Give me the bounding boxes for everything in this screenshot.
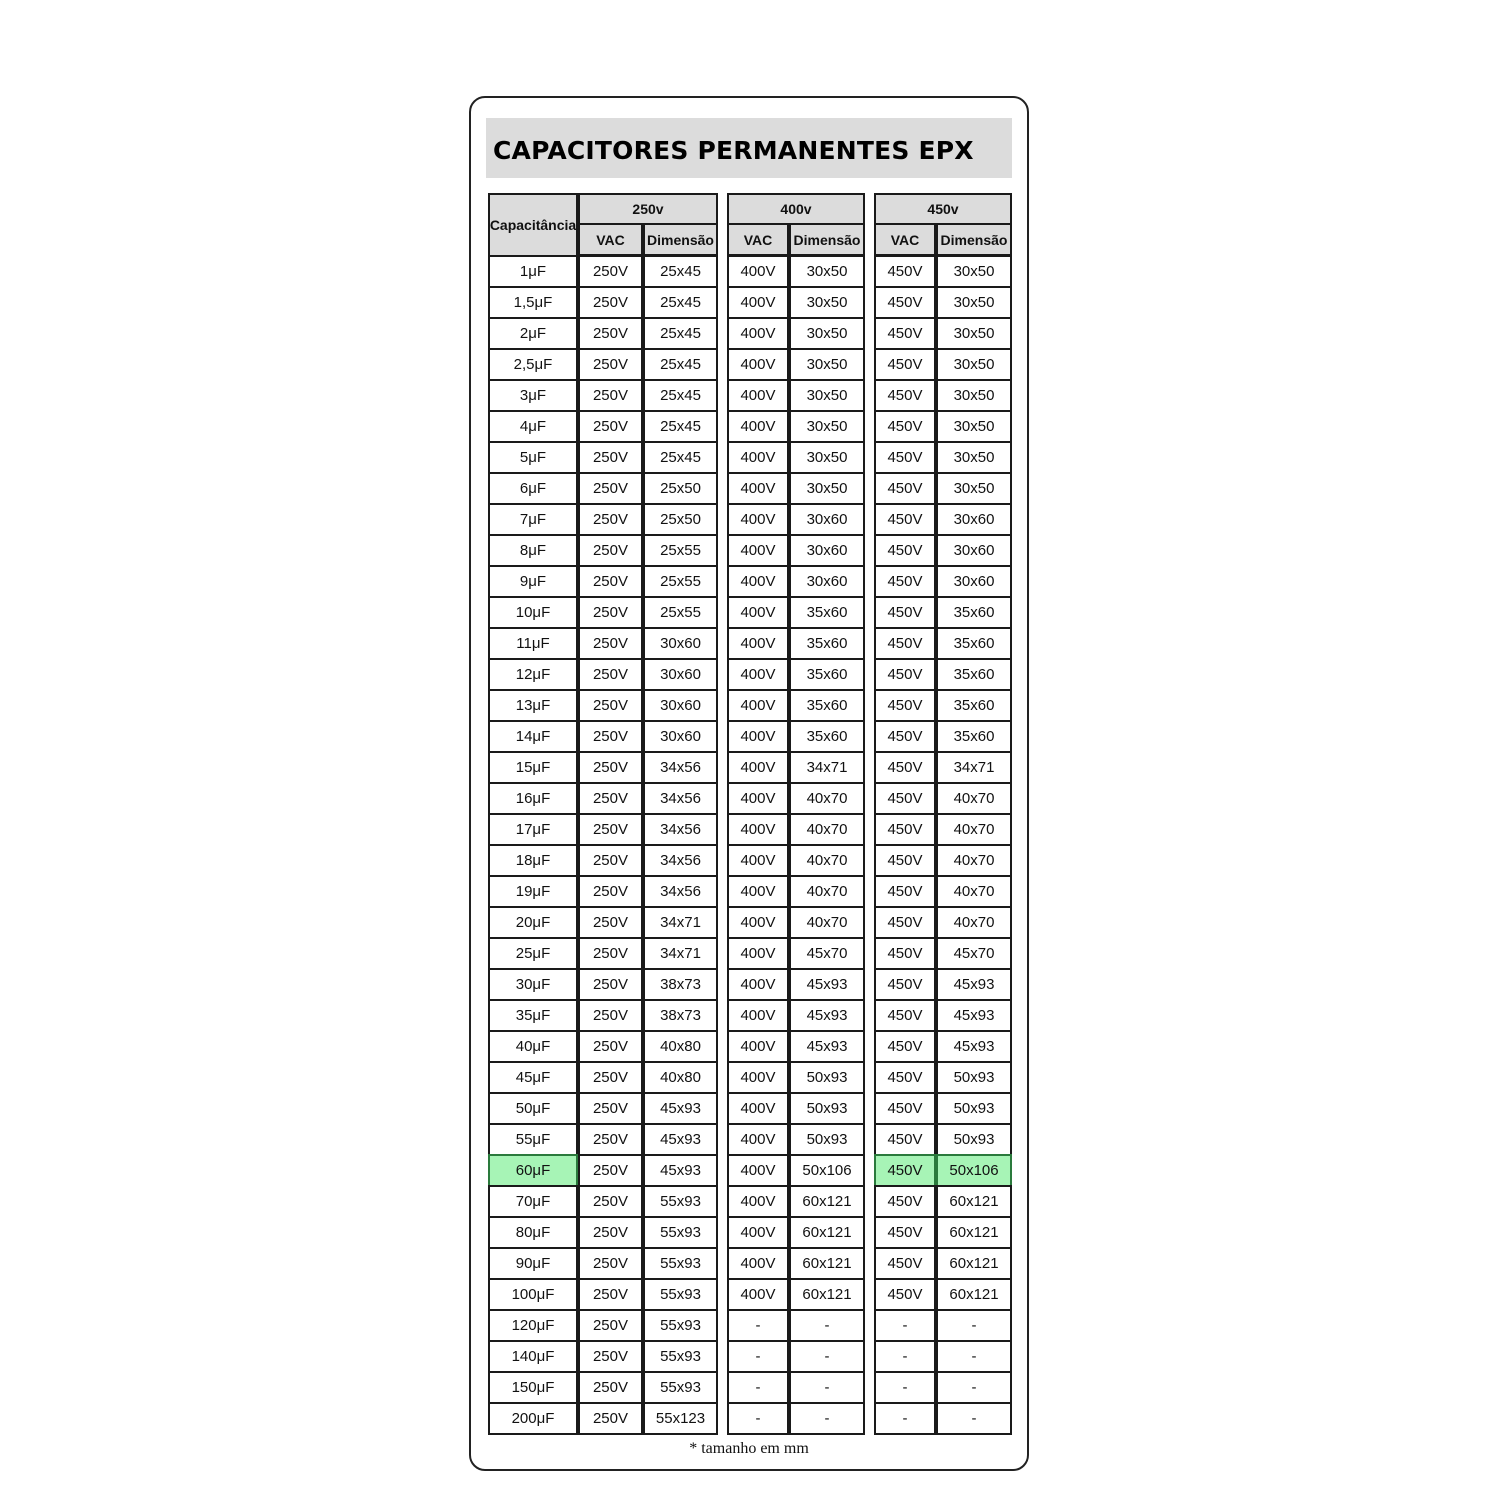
vac-cell: 450V xyxy=(874,906,936,939)
dimension-cell: 60x121 xyxy=(936,1216,1012,1249)
dimension-cell: 34x71 xyxy=(643,906,718,939)
vac-cell: 450V xyxy=(874,937,936,970)
vac-cell: 450V xyxy=(874,503,936,536)
vac-cell: 400V xyxy=(727,1154,789,1187)
vac-cell: 250V xyxy=(578,1030,643,1063)
vac-cell: 450V xyxy=(874,1278,936,1311)
vac-cell: 400V xyxy=(727,813,789,846)
capacitance-cell: 12μF xyxy=(488,658,578,691)
vac-cell: - xyxy=(727,1371,789,1404)
capacitance-cell: 4μF xyxy=(488,410,578,443)
dimension-cell: 35x60 xyxy=(936,596,1012,629)
dimension-cell: 30x50 xyxy=(936,317,1012,350)
vac-cell: 400V xyxy=(727,1061,789,1094)
dimension-cell: 40x80 xyxy=(643,1030,718,1063)
dimension-cell: 35x60 xyxy=(936,689,1012,722)
vac-cell: 400V xyxy=(727,999,789,1032)
dimension-cell: 25x50 xyxy=(643,472,718,505)
dimension-cell: 34x56 xyxy=(643,782,718,815)
dimension-cell: 55x93 xyxy=(643,1185,718,1218)
dimension-cell: 40x70 xyxy=(936,875,1012,908)
vac-cell: 450V xyxy=(874,1030,936,1063)
dimension-cell: 50x106 xyxy=(936,1154,1012,1187)
capacitance-cell: 200μF xyxy=(488,1402,578,1435)
dimension-cell: 60x121 xyxy=(936,1278,1012,1311)
dimension-cell: 35x60 xyxy=(789,627,865,660)
dimension-cell: 25x55 xyxy=(643,534,718,567)
dimension-cell: 30x50 xyxy=(789,255,865,288)
vac-cell: 250V xyxy=(578,937,643,970)
vac-cell: 450V xyxy=(874,844,936,877)
dimension-cell: 40x70 xyxy=(789,782,865,815)
dimension-cell: 50x106 xyxy=(789,1154,865,1187)
vac-cell: 250V xyxy=(578,689,643,722)
capacitance-cell: 15μF xyxy=(488,751,578,784)
capacitance-cell: 140μF xyxy=(488,1340,578,1373)
dimension-cell: 34x71 xyxy=(643,937,718,970)
vac-cell: 250V xyxy=(578,286,643,319)
dimension-cell: 25x45 xyxy=(643,441,718,474)
vac-header: VAC xyxy=(727,223,789,256)
vac-cell: - xyxy=(727,1402,789,1435)
vac-cell: 400V xyxy=(727,1123,789,1156)
dimension-cell: 25x50 xyxy=(643,503,718,536)
vac-cell: 250V xyxy=(578,782,643,815)
vac-cell: 250V xyxy=(578,1185,643,1218)
capacitance-cell: 120μF xyxy=(488,1309,578,1342)
capacitance-cell: 11μF xyxy=(488,627,578,660)
vac-cell: 250V xyxy=(578,441,643,474)
dimension-cell: 30x50 xyxy=(936,410,1012,443)
vac-cell: 450V xyxy=(874,658,936,691)
dimension-cell: 30x50 xyxy=(789,472,865,505)
capacitance-cell: 40μF xyxy=(488,1030,578,1063)
vac-cell: 450V xyxy=(874,472,936,505)
dimension-cell: 34x56 xyxy=(643,875,718,908)
vac-header: VAC xyxy=(874,223,936,256)
vac-cell: 450V xyxy=(874,596,936,629)
vac-cell: 250V xyxy=(578,627,643,660)
vac-cell: 250V xyxy=(578,875,643,908)
dimension-cell: 40x70 xyxy=(789,813,865,846)
dimension-cell: 60x121 xyxy=(789,1185,865,1218)
dimension-cell: 25x55 xyxy=(643,596,718,629)
dimension-cell: 45x93 xyxy=(789,999,865,1032)
vac-cell: 250V xyxy=(578,1061,643,1094)
dimension-cell: 40x70 xyxy=(936,844,1012,877)
vac-cell: 400V xyxy=(727,348,789,381)
vac-cell: 450V xyxy=(874,627,936,660)
dimension-cell: 30x60 xyxy=(643,689,718,722)
dimension-cell: - xyxy=(789,1402,865,1435)
vac-cell: 400V xyxy=(727,565,789,598)
dimension-cell: 30x60 xyxy=(643,658,718,691)
dimension-cell: 45x93 xyxy=(936,1030,1012,1063)
capacitance-cell: 2μF xyxy=(488,317,578,350)
vac-cell: 250V xyxy=(578,720,643,753)
capacitance-cell: 5μF xyxy=(488,441,578,474)
vac-cell: 400V xyxy=(727,627,789,660)
dimension-cell: 34x56 xyxy=(643,751,718,784)
vac-cell: 400V xyxy=(727,751,789,784)
dimension-cell: 30x50 xyxy=(789,441,865,474)
capacitance-cell: 19μF xyxy=(488,875,578,908)
vac-cell: - xyxy=(874,1309,936,1342)
vac-cell: 250V xyxy=(578,1123,643,1156)
vac-cell: 250V xyxy=(578,968,643,1001)
vac-cell: 250V xyxy=(578,658,643,691)
vac-cell: 450V xyxy=(874,751,936,784)
dimension-cell: 30x60 xyxy=(789,503,865,536)
dimension-cell: 30x60 xyxy=(936,503,1012,536)
capacitance-cell: 1μF xyxy=(488,255,578,288)
vac-cell: 400V xyxy=(727,534,789,567)
dimension-cell: 50x93 xyxy=(789,1092,865,1125)
dimension-cell: 34x56 xyxy=(643,813,718,846)
vac-cell: 450V xyxy=(874,441,936,474)
dimension-cell: 35x60 xyxy=(789,720,865,753)
dimension-cell: 50x93 xyxy=(936,1061,1012,1094)
vac-cell: 400V xyxy=(727,410,789,443)
vac-cell: 250V xyxy=(578,906,643,939)
capacitance-cell: 150μF xyxy=(488,1371,578,1404)
dimension-cell: 45x93 xyxy=(643,1092,718,1125)
vac-cell: 450V xyxy=(874,689,936,722)
dimension-cell: 55x93 xyxy=(643,1340,718,1373)
dimension-cell: 40x70 xyxy=(936,782,1012,815)
vac-cell: 450V xyxy=(874,782,936,815)
capacitance-cell: 60μF xyxy=(488,1154,578,1187)
dimension-cell: 50x93 xyxy=(936,1123,1012,1156)
dimension-cell: 38x73 xyxy=(643,999,718,1032)
dimension-cell: 50x93 xyxy=(789,1061,865,1094)
dimension-cell: 30x50 xyxy=(936,348,1012,381)
dimension-cell: 25x45 xyxy=(643,317,718,350)
dimension-cell: 50x93 xyxy=(936,1092,1012,1125)
vac-cell: 250V xyxy=(578,999,643,1032)
dimension-cell: - xyxy=(936,1309,1012,1342)
vac-cell: 450V xyxy=(874,1185,936,1218)
vac-cell: 450V xyxy=(874,1247,936,1280)
vac-cell: 400V xyxy=(727,1185,789,1218)
vac-cell: 250V xyxy=(578,1154,643,1187)
vac-cell: 450V xyxy=(874,286,936,319)
dimension-header: Dimensão xyxy=(936,223,1012,256)
vac-cell: 400V xyxy=(727,1092,789,1125)
dimension-cell: 35x60 xyxy=(936,720,1012,753)
dimension-cell: 60x121 xyxy=(789,1247,865,1280)
vac-cell: 450V xyxy=(874,1092,936,1125)
vac-cell: 450V xyxy=(874,813,936,846)
dimension-cell: 35x60 xyxy=(789,658,865,691)
dimension-cell: 40x70 xyxy=(936,906,1012,939)
dimension-cell: - xyxy=(936,1402,1012,1435)
capacitance-cell: 9μF xyxy=(488,565,578,598)
dimension-cell: 30x50 xyxy=(789,348,865,381)
vac-cell: 450V xyxy=(874,534,936,567)
vac-cell: 250V xyxy=(578,1402,643,1435)
dimension-cell: 40x70 xyxy=(789,875,865,908)
vac-cell: 400V xyxy=(727,658,789,691)
capacitance-cell: 18μF xyxy=(488,844,578,877)
vac-cell: 250V xyxy=(578,1278,643,1311)
dimension-cell: 30x60 xyxy=(643,627,718,660)
dimension-cell: 30x60 xyxy=(789,565,865,598)
vac-cell: 250V xyxy=(578,379,643,412)
voltage-group-header: 450v xyxy=(874,193,1012,225)
dimension-cell: 45x70 xyxy=(936,937,1012,970)
dimension-cell: 30x50 xyxy=(936,472,1012,505)
capacitance-cell: 35μF xyxy=(488,999,578,1032)
dimension-cell: 55x93 xyxy=(643,1216,718,1249)
vac-cell: 400V xyxy=(727,317,789,350)
vac-cell: 250V xyxy=(578,813,643,846)
dimension-cell: 55x93 xyxy=(643,1247,718,1280)
vac-cell: 400V xyxy=(727,689,789,722)
vac-cell: 450V xyxy=(874,410,936,443)
vac-cell: 250V xyxy=(578,1340,643,1373)
dimension-cell: 25x45 xyxy=(643,286,718,319)
capacitance-header: Capacitância xyxy=(488,193,578,257)
dimension-cell: 45x93 xyxy=(643,1123,718,1156)
capacitance-cell: 50μF xyxy=(488,1092,578,1125)
capacitance-cell: 10μF xyxy=(488,596,578,629)
vac-cell: 400V xyxy=(727,441,789,474)
dimension-cell: 60x121 xyxy=(936,1247,1012,1280)
vac-cell: 450V xyxy=(874,875,936,908)
vac-cell: 450V xyxy=(874,1061,936,1094)
capacitance-cell: 30μF xyxy=(488,968,578,1001)
dimension-cell: 30x50 xyxy=(789,286,865,319)
vac-cell: 250V xyxy=(578,844,643,877)
dimension-cell: 38x73 xyxy=(643,968,718,1001)
vac-cell: 450V xyxy=(874,379,936,412)
capacitance-cell: 20μF xyxy=(488,906,578,939)
vac-cell: 450V xyxy=(874,348,936,381)
dimension-cell: 50x93 xyxy=(789,1123,865,1156)
vac-cell: 400V xyxy=(727,875,789,908)
dimension-cell: 25x45 xyxy=(643,379,718,412)
dimension-cell: 30x60 xyxy=(936,565,1012,598)
capacitance-cell: 8μF xyxy=(488,534,578,567)
capacitance-cell: 7μF xyxy=(488,503,578,536)
dimension-cell: 60x121 xyxy=(936,1185,1012,1218)
dimension-cell: 35x60 xyxy=(936,627,1012,660)
vac-cell: 250V xyxy=(578,596,643,629)
dimension-cell: 30x50 xyxy=(789,379,865,412)
dimension-cell: 30x60 xyxy=(789,534,865,567)
dimension-cell: 34x56 xyxy=(643,844,718,877)
capacitance-cell: 100μF xyxy=(488,1278,578,1311)
vac-cell: 450V xyxy=(874,1154,936,1187)
page-title: CAPACITORES PERMANENTES EPX xyxy=(493,136,974,165)
capacitance-cell: 13μF xyxy=(488,689,578,722)
capacitance-cell: 90μF xyxy=(488,1247,578,1280)
dimension-cell: 25x45 xyxy=(643,348,718,381)
vac-cell: 450V xyxy=(874,720,936,753)
vac-cell: 450V xyxy=(874,255,936,288)
vac-cell: 250V xyxy=(578,1371,643,1404)
dimension-cell: 25x45 xyxy=(643,255,718,288)
vac-cell: 450V xyxy=(874,968,936,1001)
vac-cell: 400V xyxy=(727,720,789,753)
dimension-cell: 35x60 xyxy=(936,658,1012,691)
vac-cell: 250V xyxy=(578,1216,643,1249)
vac-cell: 250V xyxy=(578,503,643,536)
dimension-cell: - xyxy=(789,1340,865,1373)
vac-cell: 400V xyxy=(727,286,789,319)
vac-cell: 400V xyxy=(727,844,789,877)
vac-cell: 450V xyxy=(874,317,936,350)
vac-cell: - xyxy=(727,1309,789,1342)
dimension-cell: 45x93 xyxy=(936,999,1012,1032)
vac-cell: 400V xyxy=(727,782,789,815)
dimension-cell: 40x70 xyxy=(936,813,1012,846)
vac-cell: 450V xyxy=(874,999,936,1032)
dimension-cell: 34x71 xyxy=(936,751,1012,784)
vac-cell: 250V xyxy=(578,317,643,350)
vac-cell: 400V xyxy=(727,472,789,505)
vac-cell: 400V xyxy=(727,1216,789,1249)
dimension-cell: 25x55 xyxy=(643,565,718,598)
voltage-group-header: 250v xyxy=(578,193,718,225)
vac-cell: 250V xyxy=(578,751,643,784)
capacitance-cell: 3μF xyxy=(488,379,578,412)
dimension-cell: 30x50 xyxy=(936,379,1012,412)
dimension-header: Dimensão xyxy=(789,223,865,256)
capacitance-cell: 55μF xyxy=(488,1123,578,1156)
dimension-header: Dimensão xyxy=(643,223,718,256)
vac-cell: - xyxy=(874,1340,936,1373)
vac-cell: 400V xyxy=(727,255,789,288)
dimension-cell: 55x93 xyxy=(643,1278,718,1311)
capacitance-cell: 2,5μF xyxy=(488,348,578,381)
vac-cell: 250V xyxy=(578,1247,643,1280)
vac-cell: 400V xyxy=(727,937,789,970)
vac-cell: 250V xyxy=(578,255,643,288)
dimension-cell: 35x60 xyxy=(789,689,865,722)
vac-cell: 250V xyxy=(578,410,643,443)
dimension-cell: 40x80 xyxy=(643,1061,718,1094)
capacitance-cell: 6μF xyxy=(488,472,578,505)
footnote: * tamanho em mm xyxy=(689,1440,809,1457)
dimension-cell: - xyxy=(936,1340,1012,1373)
dimension-cell: - xyxy=(789,1371,865,1404)
vac-cell: 400V xyxy=(727,1247,789,1280)
dimension-cell: 30x50 xyxy=(936,441,1012,474)
dimension-cell: 30x50 xyxy=(789,317,865,350)
capacitance-cell: 25μF xyxy=(488,937,578,970)
vac-cell: 250V xyxy=(578,565,643,598)
dimension-cell: - xyxy=(936,1371,1012,1404)
vac-cell: 450V xyxy=(874,1216,936,1249)
vac-cell: 250V xyxy=(578,1092,643,1125)
capacitance-cell: 70μF xyxy=(488,1185,578,1218)
dimension-cell: 60x121 xyxy=(789,1278,865,1311)
vac-cell: 400V xyxy=(727,906,789,939)
dimension-cell: 35x60 xyxy=(789,596,865,629)
dimension-cell: 45x93 xyxy=(936,968,1012,1001)
capacitance-cell: 45μF xyxy=(488,1061,578,1094)
vac-cell: 400V xyxy=(727,968,789,1001)
vac-cell: 400V xyxy=(727,1030,789,1063)
dimension-cell: 30x60 xyxy=(643,720,718,753)
dimension-cell: 40x70 xyxy=(789,906,865,939)
dimension-cell: 30x50 xyxy=(936,255,1012,288)
dimension-cell: 30x50 xyxy=(936,286,1012,319)
dimension-cell: 55x93 xyxy=(643,1371,718,1404)
dimension-cell: 45x93 xyxy=(789,1030,865,1063)
dimension-cell: 60x121 xyxy=(789,1216,865,1249)
dimension-cell: 30x50 xyxy=(789,410,865,443)
dimension-cell: 30x60 xyxy=(936,534,1012,567)
vac-header: VAC xyxy=(578,223,643,256)
vac-cell: 400V xyxy=(727,596,789,629)
voltage-group-header: 400v xyxy=(727,193,865,225)
vac-cell: - xyxy=(874,1371,936,1404)
vac-cell: 400V xyxy=(727,1278,789,1311)
vac-cell: - xyxy=(874,1402,936,1435)
capacitance-cell: 16μF xyxy=(488,782,578,815)
vac-cell: - xyxy=(727,1340,789,1373)
vac-cell: 250V xyxy=(578,1309,643,1342)
vac-cell: 250V xyxy=(578,348,643,381)
dimension-cell: 45x93 xyxy=(789,968,865,1001)
vac-cell: 250V xyxy=(578,534,643,567)
dimension-cell: 40x70 xyxy=(789,844,865,877)
dimension-cell: 45x93 xyxy=(643,1154,718,1187)
vac-cell: 400V xyxy=(727,379,789,412)
dimension-cell: 55x93 xyxy=(643,1309,718,1342)
vac-cell: 450V xyxy=(874,565,936,598)
dimension-cell: 45x70 xyxy=(789,937,865,970)
vac-cell: 400V xyxy=(727,503,789,536)
dimension-cell: - xyxy=(789,1309,865,1342)
dimension-cell: 55x123 xyxy=(643,1402,718,1435)
capacitance-cell: 17μF xyxy=(488,813,578,846)
dimension-cell: 25x45 xyxy=(643,410,718,443)
dimension-cell: 34x71 xyxy=(789,751,865,784)
vac-cell: 450V xyxy=(874,1123,936,1156)
capacitance-cell: 14μF xyxy=(488,720,578,753)
capacitance-cell: 1,5μF xyxy=(488,286,578,319)
vac-cell: 250V xyxy=(578,472,643,505)
capacitance-cell: 80μF xyxy=(488,1216,578,1249)
